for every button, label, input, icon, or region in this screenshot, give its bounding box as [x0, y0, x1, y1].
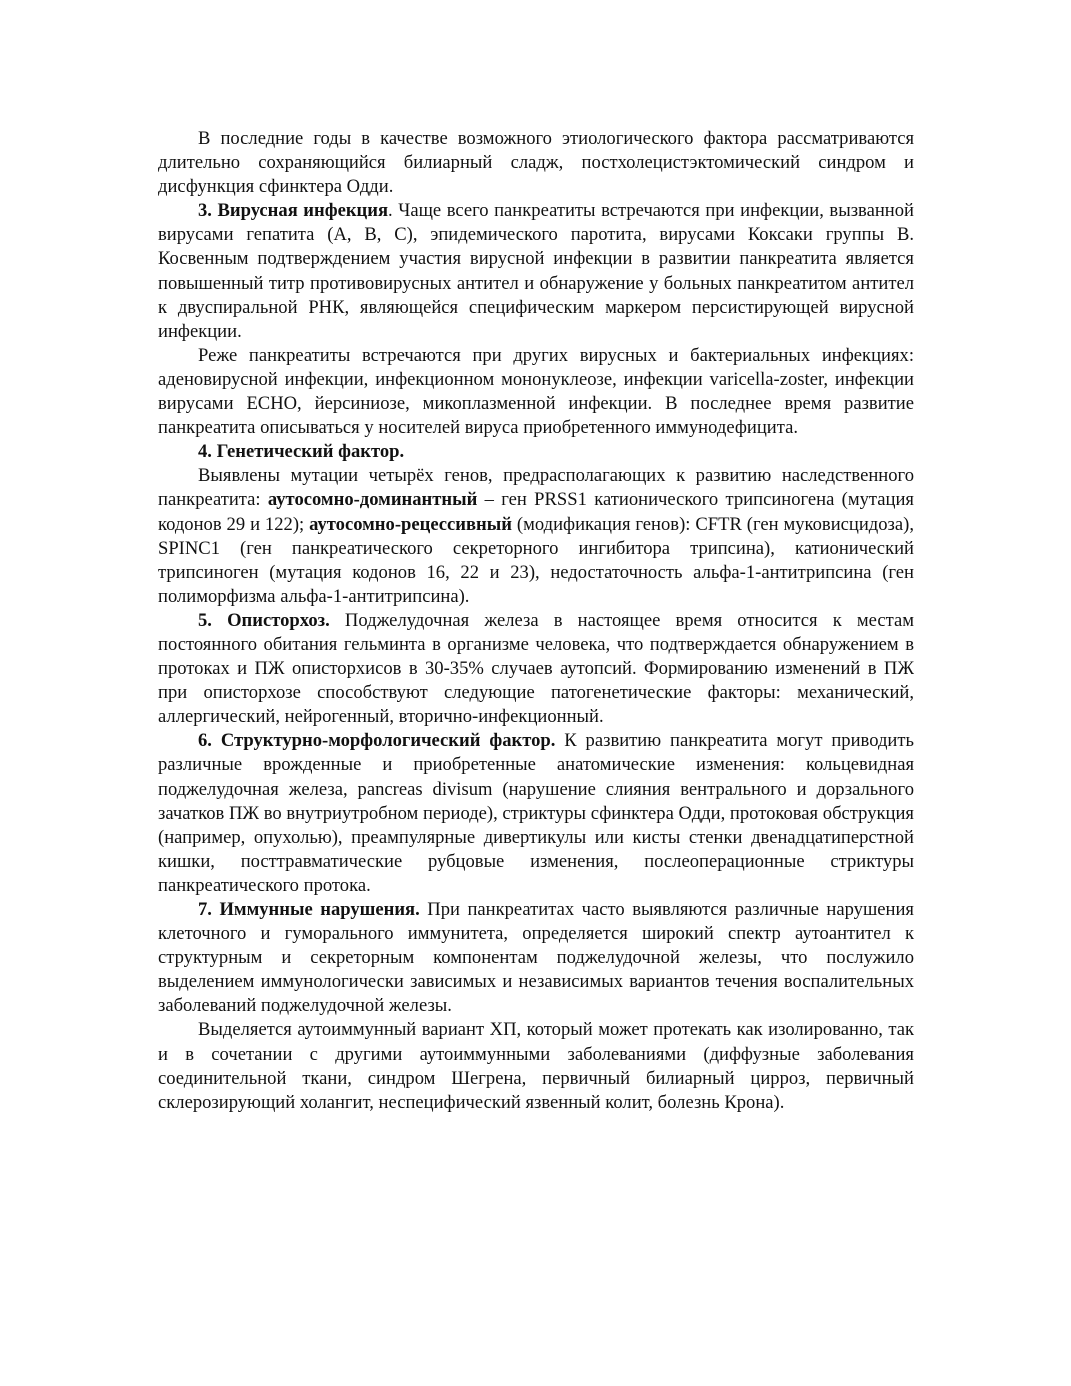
- paragraph-text: Выявлены мутации четырёх генов, предрасполагающих к развитию наследственного панкреатита:: [158, 465, 914, 511]
- paragraph-text: – ген PRSS1 катионического трипсиногена (мутация кодонов 29 и 122);: [158, 489, 914, 535]
- section-heading-immune: 7. Иммунные нарушения.: [198, 899, 420, 920]
- document-page: [158, 127, 914, 1115]
- paragraph-immune: [158, 898, 914, 1018]
- paragraph-autoimmune-variant: [158, 1018, 914, 1114]
- paragraph-text: К развитию панкреатита могут приводить различные врожденные и приобретенные анатомические изменения: кольцевидная поджелудочная железа, pancreas divisum (нарушение слияния вентрального и дорзального зачатков ПЖ во внутриутробном периоде), стриктуры сфинктера Одди, протоковая обструкция (например, опухолью), преампулярные дивертикулы или кисты стенки двенадцатиперстной кишки, посттравматические рубцовые изменения, послеоперационные стриктуры панкреатического протока.: [158, 730, 914, 896]
- paragraph-genetic-heading: [158, 440, 914, 464]
- paragraph-text: В последние годы в качестве возможного этиологического фактора рассматриваются длительно сохраняющийся билиарный сладж, постхолецистэктомический синдром и дисфункция сфинктера Одди.: [158, 128, 914, 198]
- paragraph-opisthorchiasis: [158, 609, 914, 729]
- section-heading-genetic: 4. Генетический фактор.: [198, 441, 405, 463]
- paragraph-etiology: [158, 127, 914, 199]
- paragraph-text: Выделяется аутоиммунный вариант ХП, который может протекать как изолированно, так и в сочетании с другими аутоиммунными заболеваниями (диффузные заболевания соединительной ткани, синдром Шегрена, первичный билиарный цирроз, первичный склерозирующий холангит, неспецифический язвенный колит, болезнь Крона).: [158, 1019, 914, 1113]
- term-autosomal-recessive: аутосомно-рецессивный: [309, 513, 512, 535]
- section-heading-viral: 3. Вирусная инфекция: [198, 200, 389, 222]
- paragraph-genetic-mutations: [158, 464, 914, 609]
- paragraph-viral-infection: [158, 199, 914, 344]
- term-autosomal-dominant: аутосомно-доминантный: [267, 489, 478, 511]
- paragraph-structural: [158, 729, 914, 898]
- paragraph-text: Поджелудочная железа в настоящее время относится к местам постоянного обитания гельминта в организме человека, что подтверждается обнаружением в протоках и ПЖ описторхисов в 30-35% случаев аутопсий. Формированию изменений в ПЖ при описторхозе способствуют следующие патогенетические факторы: механический, аллергический, нейрогенный, вторично-инфекционный.: [158, 609, 914, 728]
- paragraph-text: . Чаще всего панкреатиты встречаются при инфекции, вызванной вирусами гепатита (А, В, С), эпидемического паротита, вирусами Коксаки группы В. Косвенным подтверждением участия вирусной инфекции в развитии панкреатита является повышенный титр противовирусных антител и обнаружение у больных панкреатитом антител к двуспиральной РНК, являющейся специфическим маркером персистирующей вирусной инфекции.: [158, 200, 914, 342]
- section-heading-opisthorchiasis: 5. Описторхоз.: [198, 609, 330, 631]
- paragraph-text: При панкреатитах часто выявляются различные нарушения клеточного и гуморального иммунитета, определяется широкий спектр аутоантител к структурным и секреторным компонентам поджелудочной железы, что послужило выделением иммунологически зависимых и независимых вариантов течения воспалительных заболеваний поджелудочной железы.: [158, 899, 914, 1017]
- paragraph-text: Реже панкреатиты встречаются при других вирусных и бактериальных инфекциях: аденовирусной инфекции, инфекционном мононуклеозе, инфекции varicella-zoster, инфекции вирусами ECHO, йерсиниозе, микоплазменной инфекции. В последнее время развитие панкреатита описываться у носителей вируса приобретенного иммунодефицита.: [158, 344, 914, 439]
- section-heading-structural: 6. Структурно-морфологический фактор.: [198, 730, 556, 752]
- paragraph-other-infections: [158, 344, 914, 440]
- paragraph-text: (модификация генов): CFTR (ген муковисцидоза), SPINC1 (ген панкреатического секреторного ингибитора трипсина), катионический трипсиноген (мутация кодонов 16, 22 и 23), недостаточность альфа-1-антитрипсина (ген полиморфизма альфа-1-антитрипсина).: [158, 513, 915, 607]
